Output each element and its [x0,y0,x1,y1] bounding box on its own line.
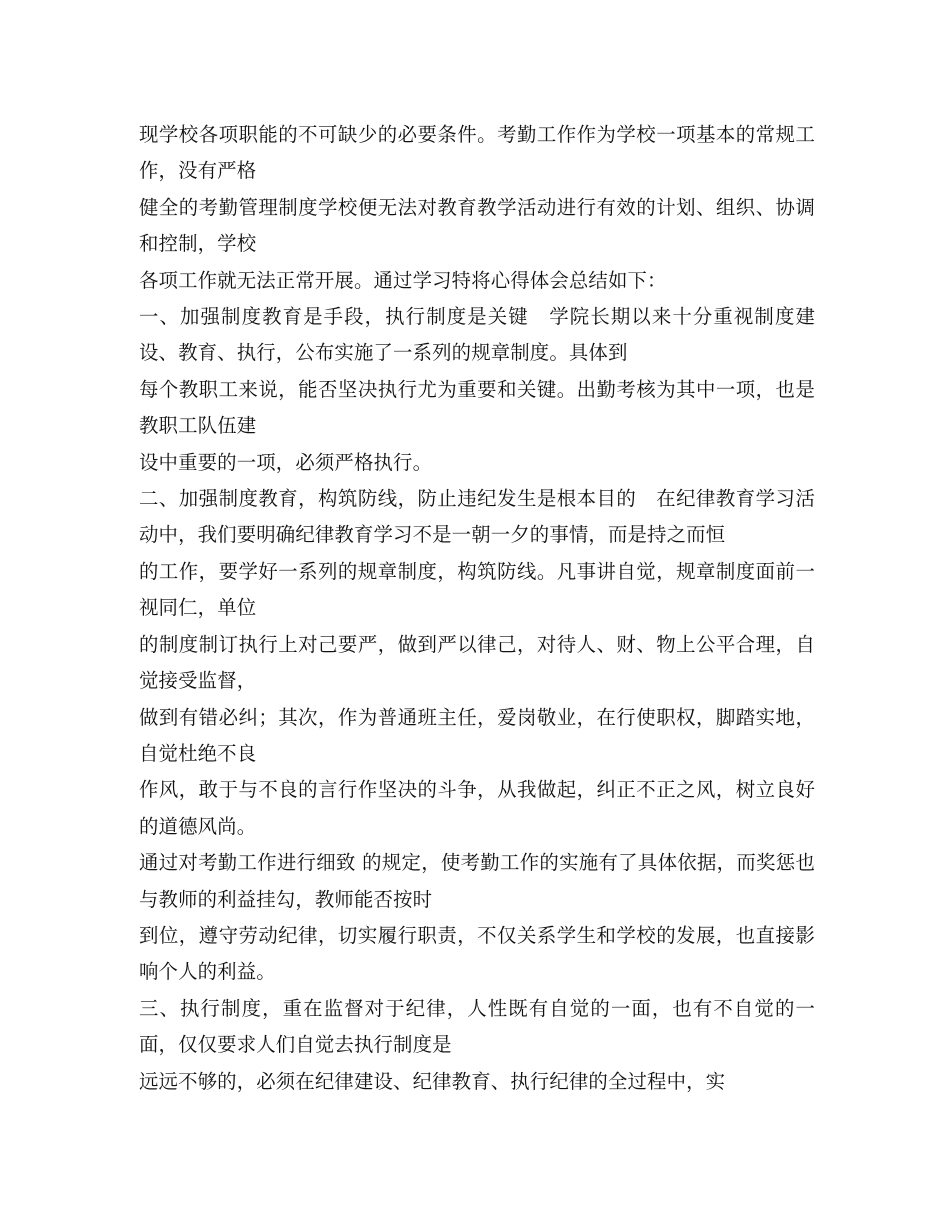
paragraph: 二、加强制度教育，构筑防线，防止违纪发生是根本目的 在纪律教育学习活动中，我们要明确纪律教育学习不是一朝一夕的事情，而是持之而恒 [139,487,815,547]
paragraph: 三、执行制度，重在监督对于纪律，人性既有自觉的一面，也有不自觉的一面，仅仅要求人们自觉去执行制度是 [139,996,815,1057]
paragraph: 到位，遵守劳动纪律，切实履行职责，不仅关系学生和学校的发展，也直接影响个人的利益。 [139,923,815,984]
paragraph: 通过对考勤工作进行细致 的规定，使考勤工作的实施有了具体依据，而奖惩也与教师的利益挂勾，教师能否按时 [139,851,815,911]
paragraph: 的制度制订执行上对己要严，做到严以律己，对待人、财、物上公平合理，自觉接受监督， [139,632,815,693]
paragraph: 健全的考勤管理制度学校便无法对教育教学活动进行有效的计划、组织、协调和控制，学校 [139,195,815,256]
paragraph: 远远不够的，必须在纪律建设、纪律教育、执行纪律的全过程中，实 [139,1069,726,1093]
paragraph: 现学校各项职能的不可缺少的必要条件。考勤工作作为学校一项基本的常规工作，没有严格 [139,123,815,183]
paragraph: 的工作，要学好一系列的规章制度，构筑防线。凡事讲自觉，规章制度面前一视同仁，单位 [139,559,815,620]
paragraph: 一、加强制度教育是手段，执行制度是关键 学院长期以来十分重视制度建设、教育、执行，公布实施了一系列的规章制度。具体到 [139,305,815,365]
paragraph: 做到有错必纠；其次，作为普通班主任，爱岗敬业，在行使职权，脚踏实地，自觉杜绝不良 [139,705,815,765]
paragraph: 各项工作就无法正常开展。通过学习特将心得体会总结如下： [139,268,667,292]
paragraph: 设中重要的一项，必须严格执行。 [139,450,433,474]
paragraph: 每个教职工来说，能否坚决执行尤为重要和关键。出勤考核为其中一项，也是教职工队伍建 [139,377,815,438]
document-body [139,117,815,1100]
paragraph: 作风，敢于与不良的言行作坚决的斗争，从我做起，纠正不正之风，树立良好的道德风尚。 [139,778,815,838]
